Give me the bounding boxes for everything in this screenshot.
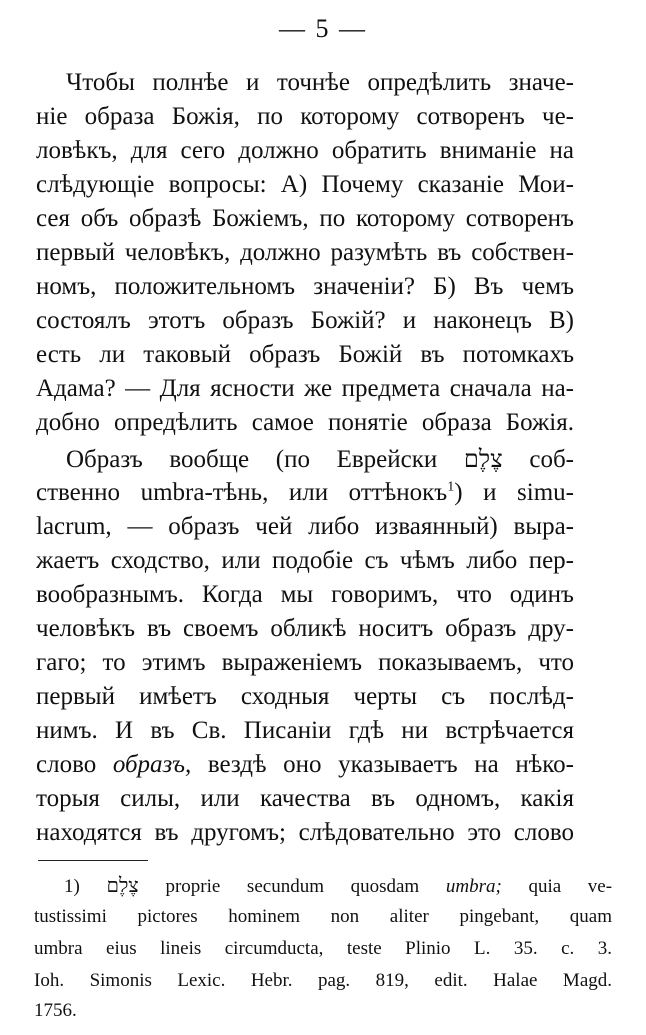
footnote-ref: 1	[447, 479, 455, 495]
body-line: ніе образа Божія, по которому сотворенъ че-	[36, 103, 574, 130]
text-span: quia ve-	[528, 876, 612, 897]
italic-word: образъ,	[112, 751, 192, 778]
text-span: вездѣ оно указываетъ на нѣко-	[207, 751, 574, 778]
hebrew-word: צֶלֶם	[463, 445, 503, 473]
body-line: торыя силы, или качества въ одномъ, какія	[36, 785, 574, 812]
footnote-separator	[38, 860, 148, 861]
footnote-line	[64, 872, 612, 900]
page-number: — 5 —	[279, 14, 367, 43]
body-line: ловѣкъ, для сего должно обратить вниманіе на	[36, 137, 574, 164]
body-line: жаетъ сходство, или подобіе съ чѣмъ либо пер-	[36, 547, 574, 574]
body-line: состоялъ этотъ образъ Божій? и наконецъ В)	[36, 307, 574, 334]
body-line: нимъ. И въ Св. Писаніи гдѣ ни встрѣчается	[36, 717, 574, 744]
text-span: слово	[36, 751, 97, 778]
hebrew-word: צֶלֶם	[106, 873, 139, 897]
body-line: Адама? — Для ясности же предмета сначала на-	[36, 375, 574, 402]
body-line: Чтобы полнѣе и точнѣе опредѣлить значе-	[66, 69, 574, 96]
body-line: первый человѣкъ, должно разумѣть въ собствен-	[36, 239, 574, 266]
text-span: proprie secundum quosdam	[165, 876, 420, 897]
footnote-line: umbra eius lineis circumducta, teste Plinio L. 35. c. 3.	[34, 938, 612, 959]
footnote-line: 1756.	[34, 1000, 77, 1021]
body-line	[66, 444, 574, 475]
body-line: lacrum, — образъ чей либо изваянный) выра-	[36, 513, 574, 540]
body-line: первый имѣетъ сходныя черты съ послѣд-	[36, 683, 574, 710]
body-line: находятся въ другомъ; слѣдовательно это слово	[36, 819, 574, 846]
body-line: человѣкъ въ своемъ обликѣ носитъ образъ дру-	[36, 615, 574, 642]
text-span: ственно umbra-тѣнь, или оттѣнокъ	[36, 479, 448, 506]
body-line: номъ, положительномъ значеніи? Б) Въ чемъ	[36, 273, 574, 300]
body-line: слѣдующіе вопросы: А) Почему сказаніе Мои-	[36, 171, 574, 198]
body-line: добно опредѣлить самое понятіе образа Божія.	[36, 409, 574, 436]
footnote-marker: 1)	[64, 876, 80, 897]
footnote-line: tustissimi pictores hominem non aliter pingebant, quam	[34, 906, 612, 927]
body-line: вообразнымъ. Когда мы говоримъ, что одинъ	[36, 581, 574, 608]
body-line	[36, 478, 574, 508]
body-line: сея объ образѣ Божіемъ, по которому сотворенъ	[36, 205, 574, 232]
body-line: есть ли таковый образъ Божій въ потомкахъ	[36, 341, 574, 368]
footnote-line: Ioh. Simonis Lexic. Hebr. pag. 819, edit. Halae Magd.	[34, 970, 612, 991]
text-span: ) и simu-	[454, 479, 574, 506]
text-span: Образъ вообще (по Еврейски	[66, 446, 438, 473]
text-span: соб-	[529, 446, 574, 473]
italic-word: umbra;	[445, 876, 502, 897]
body-line: гаго; то этимъ выраженіемъ показываемъ, что	[36, 649, 574, 676]
body-line	[36, 750, 574, 780]
